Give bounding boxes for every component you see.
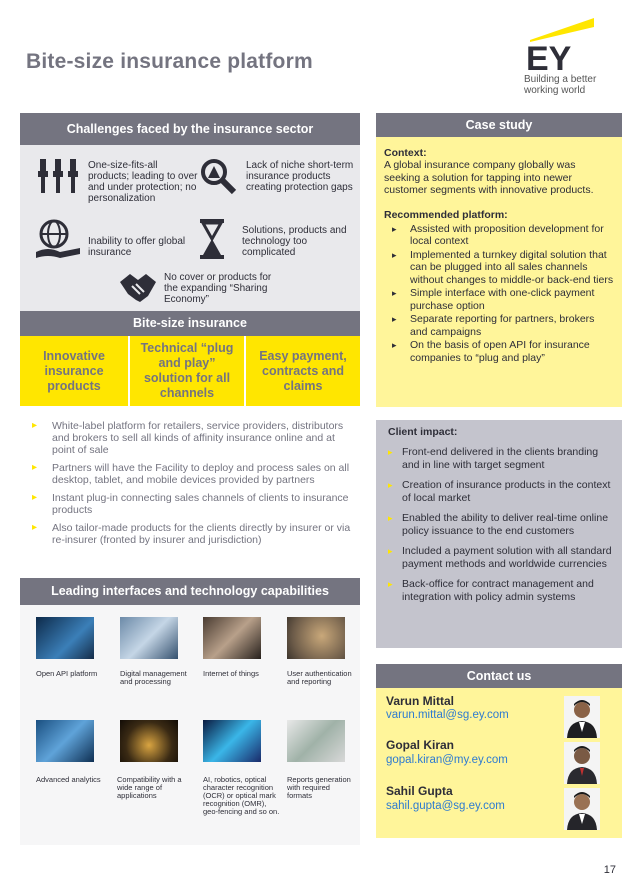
client-impact-heading: Client impact: xyxy=(388,426,458,438)
person-photo-icon xyxy=(564,742,600,784)
bite-size-bullets xyxy=(22,420,352,552)
caption-open-api: Open API platform xyxy=(36,669,98,678)
ey-tagline xyxy=(524,74,596,96)
contact-name-gopal: Gopal Kiran xyxy=(386,738,455,752)
bullet-white-label: ▸ White-label platform for retailers, service providers, distributors and brokers to sell all kinds of affinity insurance online and at point of sale xyxy=(22,420,352,456)
avatar xyxy=(564,742,600,784)
bullet-tailor-made: ▸ Also tailor-made products for the clients directly by insurer or via re-insurer (fronted by insurer and jurisdiction) xyxy=(22,522,352,546)
context-label: Context: xyxy=(384,147,427,159)
ey-logo-letters: EY xyxy=(526,40,572,74)
hourglass-icon xyxy=(198,218,226,260)
platform-item: ▸ Simple interface with one-click payment purchase option xyxy=(384,287,614,312)
contact-name-sahil: Sahil Gupta xyxy=(386,784,453,798)
challenge-complicated: Solutions, products and technology too complicated xyxy=(242,225,347,258)
digital-photo xyxy=(120,617,178,659)
iot-photo xyxy=(203,617,261,659)
platform-item: ▸ On the basis of open API for insurance companies to “plug and play” xyxy=(384,339,614,364)
page-title: Bite-size insurance platform xyxy=(26,50,313,73)
tagline-line-1: Building a better xyxy=(524,74,597,85)
platform-item: ▸ Implemented a turnkey digital solution that can be plugged into all sales channels without changes to middle-or back-end tiers xyxy=(384,249,614,287)
client-impact-list xyxy=(388,446,614,603)
tagline-line-2: working world xyxy=(524,85,586,96)
avatar xyxy=(564,788,600,830)
globe-hand-icon xyxy=(34,218,82,260)
context-text: A global insurance company globally was seeking a solution for tapping into newer customer segments with innovative products. xyxy=(384,159,594,196)
impact-item: ▸ Creation of insurance products in the context of local market xyxy=(388,479,614,504)
case-study-panel xyxy=(376,137,622,407)
cell-innovative-products: Innovative insurance products xyxy=(20,336,128,406)
ai-photo xyxy=(203,720,261,762)
challenge-one-size: One-size-fits-all products; leading to over and under protection; no personalization xyxy=(88,160,198,204)
platform-list xyxy=(384,223,614,365)
platform-item: ▸ Separate reporting for partners, brokers and campaigns xyxy=(384,313,614,338)
caption-digital-management: Digital management and processing xyxy=(120,669,187,686)
impact-item: ▸ Included a payment solution with all standard payment methods and worldwide currencies xyxy=(388,545,614,570)
caption-authentication: User authentication and reporting xyxy=(287,669,352,686)
case-study-heading: Case study xyxy=(376,113,622,137)
avatar xyxy=(564,696,600,738)
contact-email-varun[interactable]: varun.mittal@sg.ey.com xyxy=(386,709,509,721)
challenges-heading: Challenges faced by the insurance sector xyxy=(20,113,360,145)
bite-size-heading: Bite-size insurance xyxy=(20,311,360,336)
challenge-niche-products: Lack of niche short-term insurance products creating protection gaps xyxy=(246,160,354,193)
caption-iot: Internet of things xyxy=(203,669,259,678)
page-number: 17 xyxy=(603,864,616,876)
person-photo-icon xyxy=(564,696,600,738)
contact-email-sahil[interactable]: sahil.gupta@sg.ey.com xyxy=(386,800,505,812)
people-icon xyxy=(36,157,80,197)
challenge-global-insurance: Inability to offer global insurance xyxy=(88,236,186,258)
challenge-sharing-economy: No cover or products for the expanding “Sharing Economy” xyxy=(164,272,272,305)
api-photo xyxy=(36,617,94,659)
client-impact-panel xyxy=(376,420,622,648)
contact-panel xyxy=(376,688,622,838)
caption-ai-robotics: AI, robotics, optical character recognition (OCR) or optical mark recognition (OMR), geo-fencing and so on. xyxy=(203,775,280,816)
impact-item: ▸ Front-end delivered in the clients branding and in line with target segment xyxy=(388,446,614,471)
city-photo xyxy=(120,720,178,762)
caption-analytics: Advanced analytics xyxy=(36,775,101,784)
bullet-partners: ▸ Partners will have the Facility to deploy and process sales on all desktop, tablet, and mobile devices provided by partners xyxy=(22,462,352,486)
cell-easy-payment: Easy payment, contracts and claims xyxy=(246,336,360,406)
contact-name-varun: Varun Mittal xyxy=(386,694,455,708)
person-photo-icon xyxy=(564,788,600,830)
contact-email-gopal[interactable]: gopal.kiran@my.ey.com xyxy=(386,754,508,766)
analytics-photo xyxy=(36,720,94,762)
ey-logo-mark xyxy=(522,12,617,74)
key-photo xyxy=(287,617,345,659)
interfaces-heading: Leading interfaces and technology capabilities xyxy=(20,578,360,605)
contact-heading: Contact us xyxy=(376,664,622,688)
handshake-icon xyxy=(118,270,158,304)
bullet-instant-plugin: ▸ Instant plug-in connecting sales channels of clients to insurance products xyxy=(22,492,352,516)
platform-item: ▸ Assisted with proposition development for local context xyxy=(384,223,614,248)
cell-plug-and-play: Technical “plug and play” solution for all channels xyxy=(130,336,244,406)
platform-label: Recommended platform: xyxy=(384,208,508,221)
caption-compatibility: Compatibility with a wide range of applications xyxy=(117,775,182,800)
magnifier-icon xyxy=(198,156,238,196)
impact-item: ▸ Back-office for contract management and integration with policy admin systems xyxy=(388,578,614,603)
impact-item: ▸ Enabled the ability to deliver real-time online policy issuance to the end customers xyxy=(388,512,614,537)
reports-photo xyxy=(287,720,345,762)
caption-reports: Reports generation with required formats xyxy=(287,775,351,800)
